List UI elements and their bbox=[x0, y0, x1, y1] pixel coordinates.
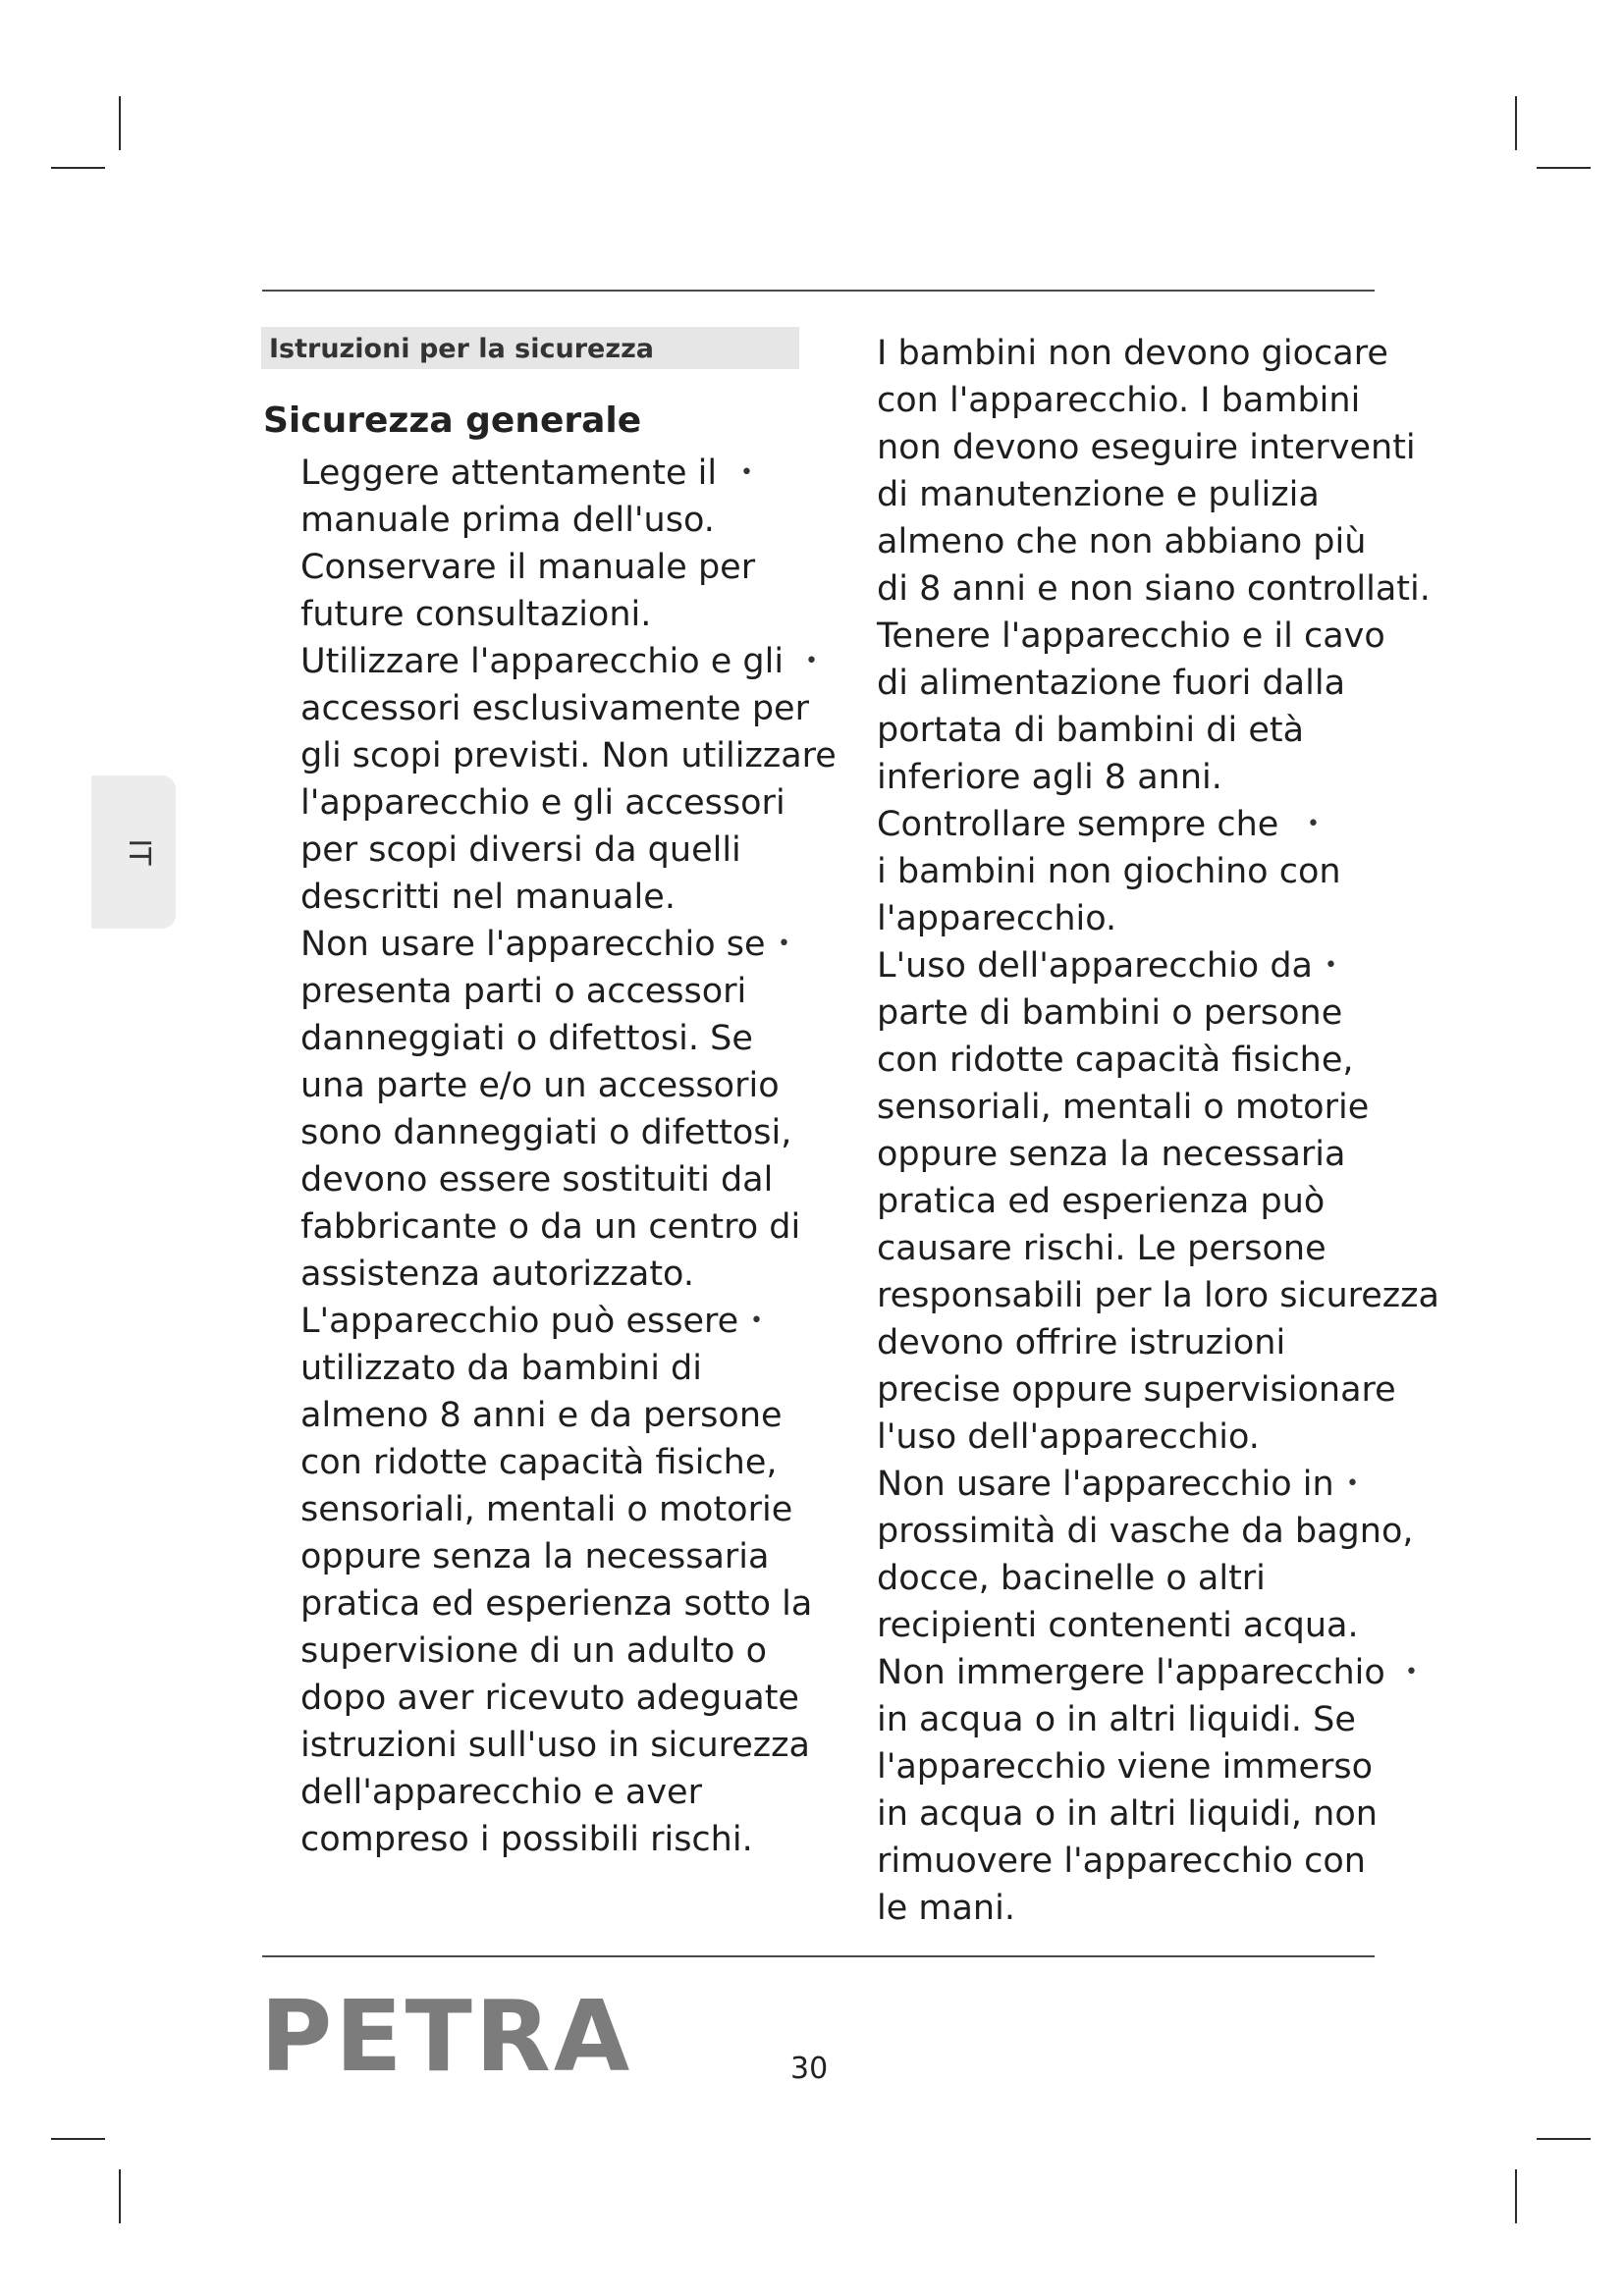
text-line: Tenere l'apparecchio e il cavo bbox=[877, 616, 1385, 656]
text-line: con l'apparecchio. I bambini bbox=[877, 381, 1361, 420]
text-line: pratica ed esperienza può bbox=[877, 1182, 1326, 1221]
text-line: gli scopi previsti. Non utilizzare bbox=[300, 736, 837, 775]
top-rule bbox=[262, 290, 1375, 292]
text-line: accessori esclusivamente per bbox=[300, 689, 809, 728]
language-tab bbox=[91, 775, 176, 929]
bullet: • bbox=[1307, 812, 1320, 836]
text-line: utilizzato da bambini di bbox=[300, 1349, 702, 1388]
text-line: I bambini non devono giocare bbox=[877, 334, 1388, 373]
text-line: Utilizzare l'apparecchio e gli • bbox=[300, 638, 850, 685]
text-line: supervisione di un adulto o bbox=[300, 1631, 768, 1671]
text-line: in acqua o in altri liquidi. Se bbox=[877, 1700, 1356, 1739]
bullet: • bbox=[750, 1308, 763, 1333]
text-line: compreso i possibili rischi. bbox=[300, 1820, 753, 1859]
text-line: i bambini non giochino con bbox=[877, 852, 1341, 891]
crop-mark bbox=[119, 2169, 121, 2223]
text-line: l'uso dell'apparecchio. bbox=[877, 1417, 1260, 1457]
text-line: l'apparecchio viene immerso bbox=[877, 1747, 1374, 1787]
crop-mark bbox=[51, 2138, 105, 2140]
text-line: Leggere attentamente il • bbox=[300, 450, 850, 497]
text-line: sensoriali, mentali o motorie bbox=[300, 1490, 793, 1529]
text-line: responsabili per la loro sicurezza bbox=[877, 1276, 1439, 1315]
text-line: causare rischi. Le persone bbox=[877, 1229, 1326, 1268]
text-line: per scopi diversi da quelli bbox=[300, 830, 741, 870]
text-line: almeno che non abbiano più bbox=[877, 522, 1367, 561]
text-line: precise oppure supervisionare bbox=[877, 1370, 1396, 1410]
text-line: oppure senza la necessaria bbox=[300, 1537, 770, 1576]
crop-mark bbox=[1515, 96, 1517, 150]
text-line: con ridotte capacità fisiche, bbox=[877, 1041, 1354, 1080]
text-line: prossimità di vasche da bagno, bbox=[877, 1512, 1414, 1551]
text-line: istruzioni sull'uso in sicurezza bbox=[300, 1726, 811, 1765]
bullet: • bbox=[740, 460, 753, 485]
text-line: devono essere sostituiti dal bbox=[300, 1160, 774, 1200]
text-line: di alimentazione fuori dalla bbox=[877, 664, 1346, 703]
text-line: di 8 anni e non siano controllati. bbox=[877, 569, 1431, 609]
text-line: docce, bacinelle o altri bbox=[877, 1559, 1266, 1598]
bullet: • bbox=[805, 649, 818, 673]
page-number: 30 bbox=[790, 2052, 829, 2086]
text-line: Conservare il manuale per bbox=[300, 548, 756, 587]
text-line: non devono eseguire interventi bbox=[877, 428, 1416, 467]
text-line: inferiore agli 8 anni. bbox=[877, 758, 1222, 797]
text-line: fabbricante o da un centro di bbox=[300, 1207, 801, 1247]
bullet: • bbox=[1405, 1660, 1418, 1684]
text-line: recipienti contenenti acqua. bbox=[877, 1606, 1359, 1645]
text-line: portata di bambini di età bbox=[877, 711, 1305, 750]
text-line: presenta parti o accessori bbox=[300, 972, 747, 1011]
text-line: manuale prima dell'uso. bbox=[300, 501, 715, 540]
bullet: • bbox=[1346, 1471, 1359, 1496]
text-line: L'uso dell'apparecchio da • bbox=[877, 942, 1466, 989]
brand-logo: PETRA bbox=[260, 1979, 633, 2094]
text-line: L'apparecchio può essere • bbox=[300, 1298, 850, 1345]
crop-mark bbox=[1537, 167, 1591, 169]
bullet: • bbox=[778, 932, 790, 956]
text-line: in acqua o in altri liquidi, non bbox=[877, 1794, 1378, 1834]
text-line: Non usare l'apparecchio in • bbox=[877, 1461, 1466, 1508]
text-line: danneggiati o difettosi. Se bbox=[300, 1019, 753, 1058]
crop-mark bbox=[119, 96, 121, 150]
text-line: sensoriali, mentali o motorie bbox=[877, 1088, 1370, 1127]
text-line: una parte e/o un accessorio bbox=[300, 1066, 780, 1105]
section-title: Istruzioni per la sicurezza bbox=[261, 327, 799, 369]
crop-mark bbox=[1515, 2169, 1517, 2223]
crop-mark bbox=[1537, 2138, 1591, 2140]
page-heading: Sicurezza generale bbox=[263, 400, 642, 441]
text-line: rimuovere l'apparecchio con bbox=[877, 1842, 1366, 1881]
text-line: pratica ed esperienza sotto la bbox=[300, 1584, 813, 1624]
text-line: assistenza autorizzato. bbox=[300, 1255, 694, 1294]
bullet: • bbox=[1325, 953, 1337, 978]
right-column bbox=[877, 330, 1466, 1932]
text-line: Non immergere l'apparecchio • bbox=[877, 1649, 1466, 1696]
text-line: dopo aver ricevuto adeguate bbox=[300, 1679, 799, 1718]
text-line: future consultazioni. bbox=[300, 595, 652, 634]
text-line: con ridotte capacità fisiche, bbox=[300, 1443, 778, 1482]
text-line: descritti nel manuale. bbox=[300, 878, 676, 917]
text-line: le mani. bbox=[877, 1889, 1015, 1928]
text-line: di manutenzione e pulizia bbox=[877, 475, 1320, 514]
language-tab-label: IT bbox=[122, 838, 157, 866]
text-line: parte di bambini o persone bbox=[877, 993, 1343, 1033]
left-column bbox=[300, 450, 850, 1863]
text-line: Non usare l'apparecchio se • bbox=[300, 921, 850, 968]
text-line: Controllare sempre che • bbox=[877, 801, 1466, 848]
text-line: devono offrire istruzioni bbox=[877, 1323, 1286, 1362]
crop-mark bbox=[51, 167, 105, 169]
text-line: sono danneggiati o difettosi, bbox=[300, 1113, 792, 1152]
text-line: l'apparecchio. bbox=[877, 899, 1117, 938]
text-line: dell'apparecchio e aver bbox=[300, 1773, 702, 1812]
text-line: oppure senza la necessaria bbox=[877, 1135, 1346, 1174]
text-line: almeno 8 anni e da persone bbox=[300, 1396, 783, 1435]
text-line: l'apparecchio e gli accessori bbox=[300, 783, 785, 823]
bottom-rule bbox=[262, 1955, 1375, 1957]
